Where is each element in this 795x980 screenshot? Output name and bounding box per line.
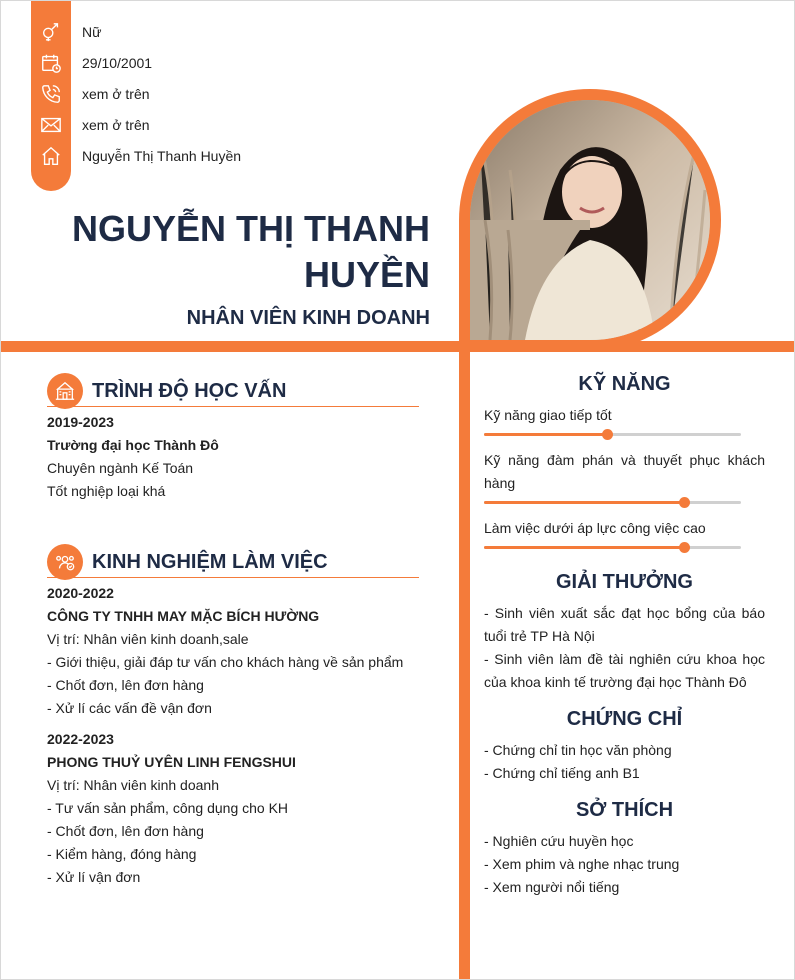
name-line-2: HUYỀN <box>303 254 430 295</box>
hobby-item: - Xem người nổi tiếng <box>484 879 620 895</box>
skill-label: Kỹ năng đàm phán và thuyết phục khách hàng <box>484 452 765 491</box>
full-name <box>10 206 430 298</box>
skills-title: KỸ NĂNG <box>578 373 671 395</box>
certificate-item: - Chứng chỉ tiếng anh B1 <box>484 765 640 781</box>
profile-photo <box>459 89 721 351</box>
skill-label: Làm việc dưới áp lực công việc cao <box>484 520 706 536</box>
skill-label: Kỹ năng giao tiếp tốt <box>484 407 612 423</box>
skill-bar-fill <box>484 546 684 549</box>
hobby-item: - Xem phim và nghe nhạc trung <box>484 856 680 872</box>
photo-image-corner <box>470 220 590 340</box>
education-title: TRÌNH ĐỘ HỌC VẤN <box>92 379 287 402</box>
job-2-line: - Xử lí vận đơn <box>47 869 141 885</box>
education-grade: Tốt nghiệp loại khá <box>47 483 166 499</box>
job-2-company: PHONG THUỶ UYÊN LINH FENGSHUI <box>47 754 296 770</box>
contact-gender <box>1 16 261 47</box>
school-icon <box>47 373 83 409</box>
education-major: Chuyên ngành Kế Toán <box>47 460 194 476</box>
job-1-line: - Xử lí các vấn đề vận đơn <box>47 700 212 716</box>
job-2-line: Vị trí: Nhân viên kinh doanh <box>47 777 219 793</box>
email-text: xem ở trên <box>82 116 150 133</box>
certificates-title: CHỨNG CHỈ <box>566 708 683 730</box>
contact-address <box>1 140 261 171</box>
vertical-divider <box>459 341 470 980</box>
job-2-line: - Kiểm hàng, đóng hàng <box>47 846 197 862</box>
job-1-line: - Chốt đơn, lên đơn hàng <box>47 677 204 693</box>
hobby-item: - Nghiên cứu huyền học <box>484 833 634 849</box>
job-2-line: - Tư vấn sản phẩm, công dụng cho KH <box>47 800 289 816</box>
phone-icon <box>31 78 71 109</box>
address-text: Nguyễn Thị Thanh Huyền <box>82 147 242 164</box>
education-period: 2019-2023 <box>47 414 114 430</box>
skill-bar <box>484 546 741 549</box>
phone-text: xem ở trên <box>82 85 150 102</box>
job-1-line: Vị trí: Nhân viên kinh doanh,sale <box>47 631 249 647</box>
experience-heading <box>47 544 328 580</box>
skill-bar <box>484 433 741 436</box>
skill-bar <box>484 501 741 504</box>
job-2-period: 2022-2023 <box>47 731 114 747</box>
contact-email <box>1 109 261 140</box>
gender-icon <box>31 16 71 47</box>
education-rule <box>47 406 419 407</box>
contact-phone <box>1 78 261 109</box>
calendar-icon <box>31 47 71 78</box>
name-line-1: NGUYỄN THỊ THANH <box>72 208 430 249</box>
mail-icon <box>31 109 71 140</box>
job-2-line: - Chốt đơn, lên đơn hàng <box>47 823 204 839</box>
team-icon <box>47 544 83 580</box>
skill-bar-fill <box>484 501 684 504</box>
hobbies-title: SỞ THÍCH <box>575 799 674 821</box>
experience-rule <box>47 577 419 578</box>
award-item: - Sinh viên xuất sắc đạt học bổng của báo tuổi trẻ TP Hà Nội <box>484 605 765 644</box>
skill-bar-knob <box>679 497 690 508</box>
experience-title: KINH NGHIỆM LÀM VIỆC <box>92 550 328 573</box>
job-1-line: - Giới thiệu, giải đáp tư vấn cho khách hàng về sản phẩm <box>47 654 404 670</box>
skill-bar-knob <box>679 542 690 553</box>
job-1-company: CÔNG TY TNHH MAY MẶC BÍCH HƯỜNG <box>47 608 320 624</box>
skill-bar-knob <box>602 429 613 440</box>
education-school: Trường đại học Thành Đô <box>47 437 219 453</box>
job-1-period: 2020-2022 <box>47 585 114 601</box>
home-icon <box>31 140 71 171</box>
horizontal-divider <box>1 341 794 352</box>
birthday-text: 29/10/2001 <box>82 54 153 71</box>
certificate-item: - Chứng chỉ tin học văn phòng <box>484 742 672 758</box>
award-item: - Sinh viên làm đề tài nghiên cứu khoa học của khoa kinh tế trường đại học Thành Đô <box>484 651 765 690</box>
awards-title: GIẢI THƯỞNG <box>556 571 693 593</box>
gender-text: Nữ <box>82 23 102 40</box>
job-title: NHÂN VIÊN KINH DOANH <box>186 307 430 329</box>
education-heading <box>47 373 286 409</box>
contact-birthday <box>1 47 261 78</box>
skill-bar-fill <box>484 433 607 436</box>
